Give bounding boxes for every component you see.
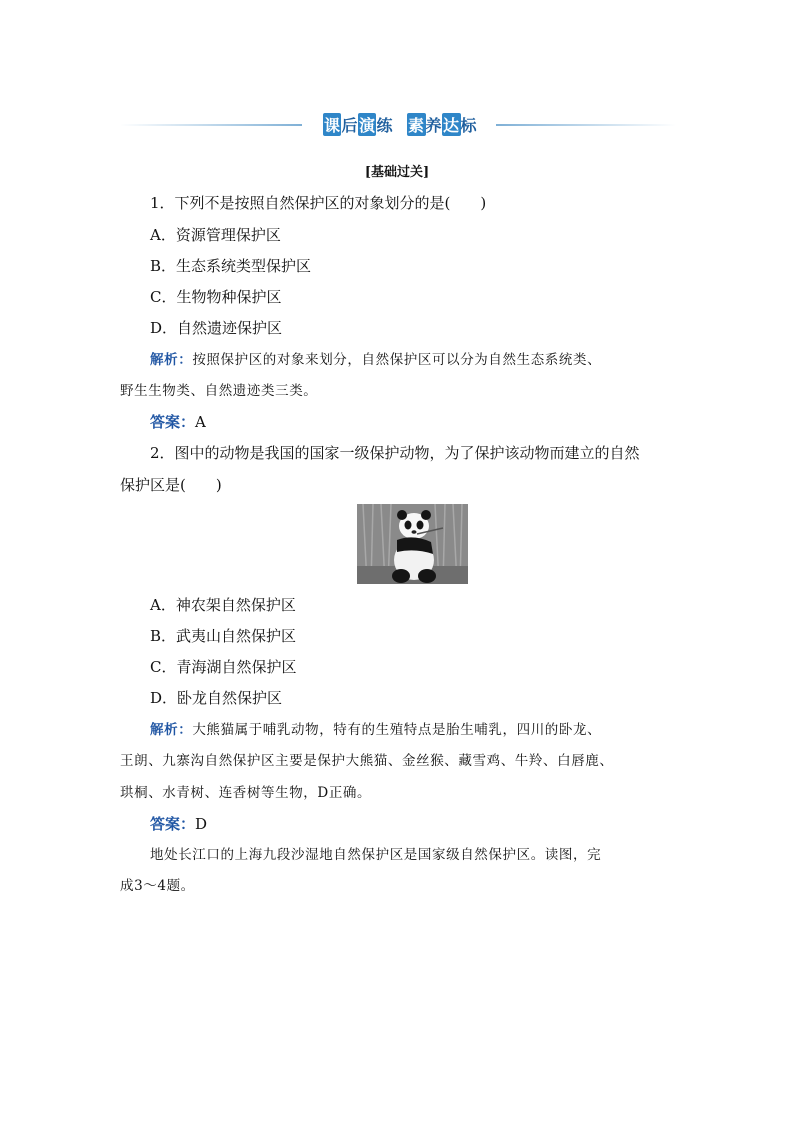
question-1-option-b: B．生态系统类型保护区	[150, 257, 312, 275]
question-2-stem: 2．图中的动物是我国的国家一级保护动物，为了保护该动物而建立的自然	[150, 444, 640, 462]
section-title: [基础过关]	[364, 165, 430, 180]
group-intro-cont: 成3～4题。	[120, 878, 195, 894]
panda-photo	[357, 504, 468, 584]
question-1-option-a: A．资源管理保护区	[150, 226, 281, 244]
answer-label: 答案：	[150, 413, 196, 431]
answer-value: D	[195, 815, 208, 833]
answer-label: 答案：	[150, 815, 196, 833]
answer-value: A	[195, 413, 206, 431]
question-2-analysis-cont: 王朗、九寨沟自然保护区主要是保护大熊猫、金丝猴、藏雪鸡、牛羚、白唇鹿、	[120, 753, 614, 769]
question-2-stem-cont: 保护区是( )	[120, 476, 222, 494]
analysis-label: 解析：	[150, 352, 193, 368]
analysis-text: 按照保护区的对象来划分，自然保护区可以分为自然生态系统类、	[192, 352, 602, 368]
banner-char: 达	[442, 113, 461, 136]
banner-char: 演	[358, 113, 377, 136]
banner-char: 后	[341, 116, 358, 135]
group-intro: 地处长江口的上海九段沙湿地自然保护区是国家级自然保护区。读图，完	[150, 847, 602, 863]
question-2-analysis	[150, 720, 601, 740]
banner-char: 练	[376, 116, 393, 135]
banner-title	[310, 113, 490, 136]
banner-right-rule	[496, 124, 676, 126]
question-2-option-c: C．青海湖自然保护区	[150, 658, 297, 676]
banner-left-rule	[120, 124, 302, 126]
banner-char: 素	[407, 113, 426, 136]
question-2-answer	[150, 814, 207, 834]
question-2-option-b: B．武夷山自然保护区	[150, 627, 297, 645]
question-1-analysis	[150, 350, 601, 370]
question-1-analysis-cont: 野生生物类、自然遗迹类三类。	[120, 383, 318, 399]
analysis-text: 大熊猫属于哺乳动物，特有的生殖特点是胎生哺乳，四川的卧龙、	[192, 722, 602, 738]
section-banner	[120, 112, 676, 138]
question-2-analysis-cont: 珙桐、水青树、连香树等生物，D正确。	[120, 785, 372, 801]
banner-char: 标	[460, 116, 478, 135]
question-1-stem: 1．下列不是按照自然保护区的对象划分的是( )	[150, 194, 487, 212]
banner-char: 课	[323, 113, 342, 136]
question-1-option-d: D．自然遗迹保护区	[150, 319, 283, 337]
analysis-label: 解析：	[150, 722, 193, 738]
question-1-option-c: C．生物物种保护区	[150, 288, 282, 306]
question-1-answer	[150, 412, 206, 432]
question-2-option-d: D．卧龙自然保护区	[150, 689, 283, 707]
question-2-option-a: A．神农架自然保护区	[150, 596, 296, 614]
banner-char: 养	[425, 116, 443, 135]
